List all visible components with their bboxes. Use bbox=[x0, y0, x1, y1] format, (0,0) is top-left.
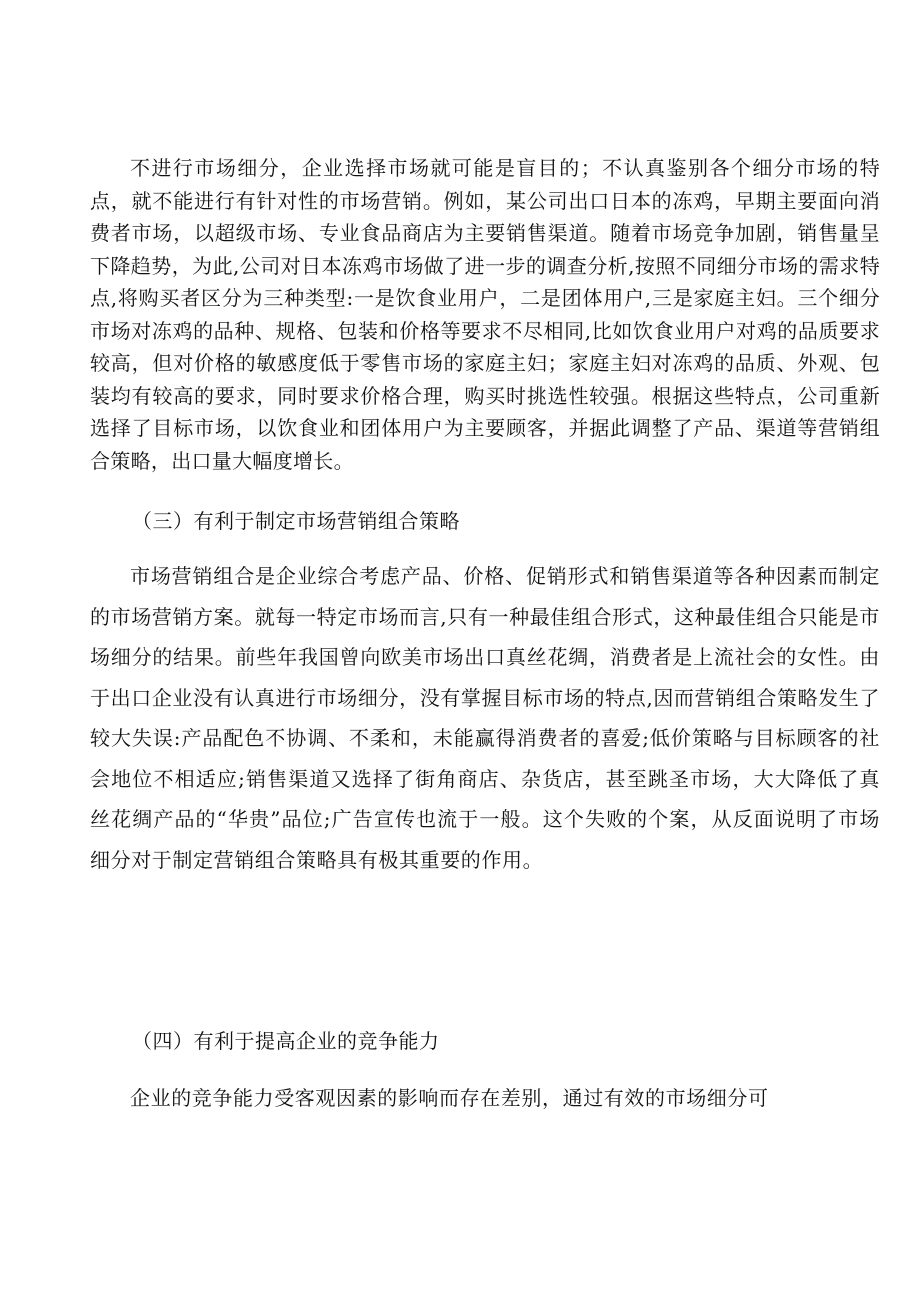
paragraph-frozen-chicken-case: 不进行市场细分，企业选择市场就可能是盲目的；不认真鉴别各个细分市场的特点，就不能进行有针对性的市场营销。例如，某公司出口日本的冻鸡，早期主要面向消费者市场，以超级市场、专业食品商店为主要销售渠道。随着市场竞争加剧，销售量呈下降趋势，为此,公司对日本冻鸡市场做了进一步的调查分析,按照不同细分市场的需求特点,将购买者区分为三种类型:一是饮食业用户，二是团体用户,三是家庭主妇。三个细分市场对冻鸡的品种、规格、包装和价格等要求不尽相同,比如饮食业用户对鸡的品质要求较高，但对价格的敏感度低于零售市场的家庭主妇；家庭主妇对冻鸡的品质、外观、包装均有较高的要求，同时要求价格合理，购买时挑选性较强。根据这些特点，公司重新选择了目标市场，以饮食业和团体用户为主要顾客，并据此调整了产品、渠道等营销组合策略，出口量大幅度增长。 bbox=[90, 156, 880, 473]
section-heading-four: （四）有利于提高企业的竞争能力 bbox=[132, 1029, 440, 1053]
section-heading-three: （三）有利于制定市场营销组合策略 bbox=[132, 509, 460, 533]
paragraph-competitiveness: 企业的竞争能力受客观因素的影响而存在差别，通过有效的市场细分可 bbox=[130, 1086, 769, 1110]
paragraph-marketing-mix: 市场营销组合是企业综合考虑产品、价格、促销形式和销售渠道等各种因素而制定的市场营销方案。就每一特定市场而言,只有一种最佳组合形式，这种最佳组合只能是市场细分的结果。前些年我国曾向欧美市场出口真丝花绸，消费者是上流社会的女性。由于出口企业没有认真进行市场细分，没有掌握目标市场的特点,因而营销组合策略发生了较大失误:产品配色不协调、不柔和，未能赢得消费者的喜爱;低价策略与目标顾客的社会地位不相适应;销售渠道又选择了街角商店、杂货店，甚至跳圣市场，大大降低了真丝花绸产品的“华贵”品位;广告宣传也流于一般。这个失败的个案，从反面说明了市场细分对于制定营销组合策略具有极其重要的作用。 bbox=[90, 564, 880, 872]
